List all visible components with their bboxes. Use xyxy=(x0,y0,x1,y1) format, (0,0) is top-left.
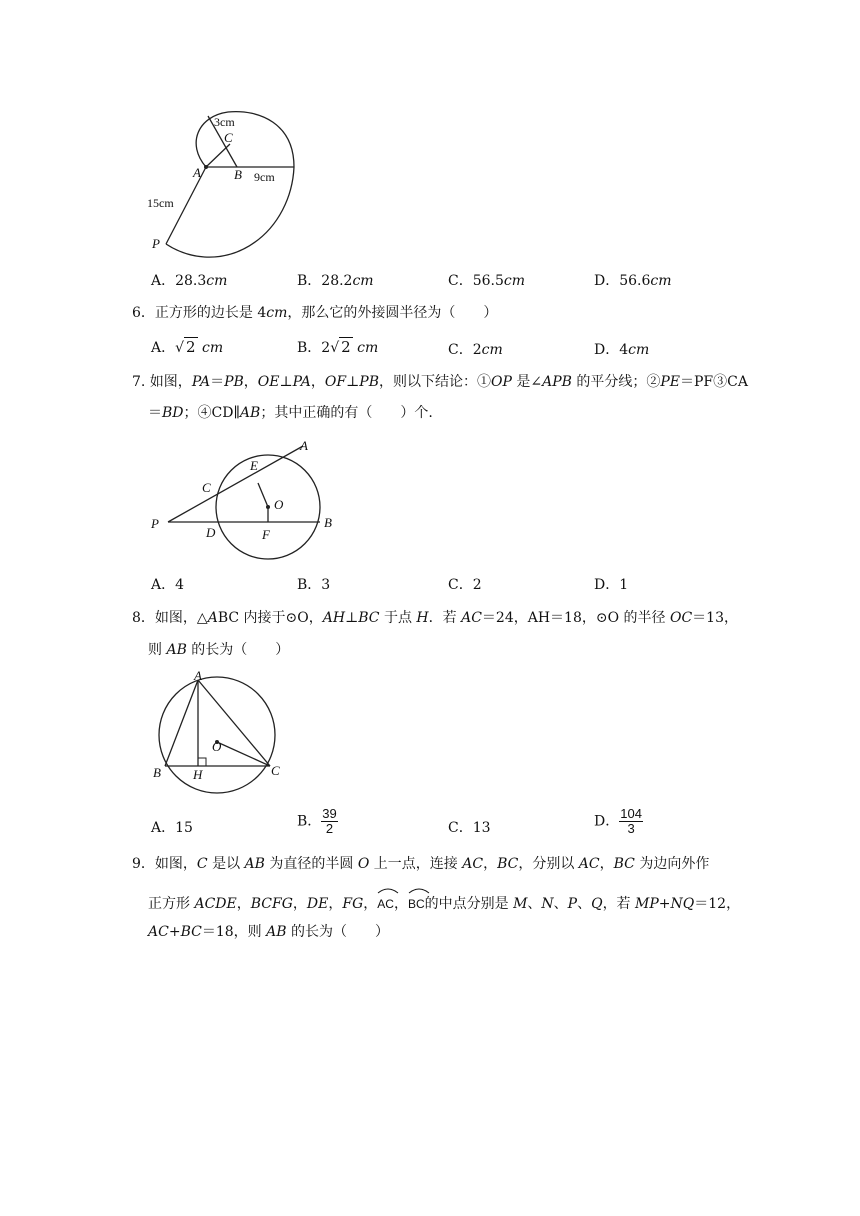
q8-label-C: C xyxy=(271,763,280,778)
q6-option-a[interactable]: A．√ 2 cm xyxy=(151,338,224,356)
q8-option-c[interactable]: C．13 xyxy=(448,820,491,836)
q5-option-c[interactable]: C．56.5cm xyxy=(448,273,526,289)
q6-option-d[interactable]: D．4cm xyxy=(594,342,650,358)
arc-ac: AC xyxy=(377,889,394,915)
q8-option-d[interactable]: D． $\frac{104}{3}$ xyxy=(594,806,642,836)
q8-option-b[interactable]: B． $\frac{39}{2}$ xyxy=(297,806,337,836)
q8-line-AB xyxy=(165,680,198,766)
q5-label-P: P xyxy=(152,236,160,251)
q6-stem: 6．正方形的边长是 4cm，那么它的外接圆半径为（ ） xyxy=(132,305,498,321)
q7-stem-line2: ＝BD；④CD∥AB；其中正确的有（ ）个. xyxy=(148,405,433,421)
q8-label-O: O xyxy=(212,739,222,754)
q5-option-a[interactable]: A．28.3cm xyxy=(151,273,228,289)
q5-label-B: B xyxy=(234,167,242,182)
fraction: $\frac{104}{3}$ xyxy=(620,806,642,836)
q8-stem-line2: 则 AB 的长为（ ） xyxy=(148,642,290,658)
q7-option-c[interactable]: C．2 xyxy=(448,577,482,593)
q8-line-OC xyxy=(217,742,270,766)
q9-stem-line2: 正方形 ACDE，BCFG，DE，FG， AC， BC的中点分别是 M、N、P、Q，若 MP+NQ＝12， xyxy=(148,889,740,915)
sqrt-symbol: √ 2 xyxy=(175,338,196,356)
q7-label-P: P xyxy=(151,516,159,531)
arc-bc: BC xyxy=(408,889,425,915)
q5-option-b[interactable]: B．28.2cm xyxy=(297,273,374,289)
q5-label-C: C xyxy=(224,130,233,145)
q7-label-F: F xyxy=(262,527,270,542)
q7-option-b[interactable]: B．3 xyxy=(297,577,331,593)
q8-figure xyxy=(150,668,285,803)
q5-label-15cm: 15cm xyxy=(147,196,174,210)
q7-point-O xyxy=(266,505,270,509)
q7-stem-line1: 7. 如图，PA＝PB，OE⊥PA，OF⊥PB，则以下结论：①OP 是∠APB 的平分线；②PE＝PF③CA xyxy=(132,374,748,390)
q5-line-AC xyxy=(206,144,230,167)
q5-label-9cm: 9cm xyxy=(254,170,275,184)
q6-option-b[interactable]: B．2√ 2 cm xyxy=(297,338,379,356)
q8-option-a[interactable]: A．15 xyxy=(151,820,193,836)
q7-label-A: A xyxy=(300,438,308,453)
q8-stem-line1: 8．如图，△ABC 内接于⊙O，AH⊥BC 于点 H．若 AC＝24，AH＝18，⊙O 的半径 OC＝13， xyxy=(132,610,738,626)
q8-label-B: B xyxy=(153,765,161,780)
q5-option-d[interactable]: D．56.6cm xyxy=(594,273,672,289)
q7-label-C: C xyxy=(202,480,211,495)
q5-point-A xyxy=(204,165,208,169)
q9-stem-line1: 9．如图，C 是以 AB 为直径的半圆 O 上一点，连接 AC，BC，分别以 AC，BC 为边向外作 xyxy=(132,856,710,872)
sqrt-symbol: √ 2 xyxy=(330,338,351,356)
q7-label-D: D xyxy=(206,525,216,540)
q8-right-angle-mark xyxy=(198,758,206,766)
q7-label-B: B xyxy=(324,515,332,530)
q7-line-OE xyxy=(258,483,268,507)
q9-stem-line3: AC+BC＝18，则 AB 的长为（ ） xyxy=(148,924,389,940)
q8-line-AC xyxy=(198,680,270,766)
q7-figure xyxy=(148,436,348,561)
q5-label-A: A xyxy=(193,165,201,180)
q6-option-c[interactable]: C．2cm xyxy=(448,342,503,358)
q8-label-H: H xyxy=(193,767,203,782)
q8-label-A: A xyxy=(194,668,202,683)
q7-label-E: E xyxy=(250,458,258,473)
q7-label-O: O xyxy=(274,497,284,512)
q5-label-3cm: 3cm xyxy=(214,115,235,129)
q7-option-d[interactable]: D．1 xyxy=(594,577,629,593)
fraction: $\frac{39}{2}$ xyxy=(322,806,337,836)
q7-option-a[interactable]: A．4 xyxy=(151,577,185,593)
